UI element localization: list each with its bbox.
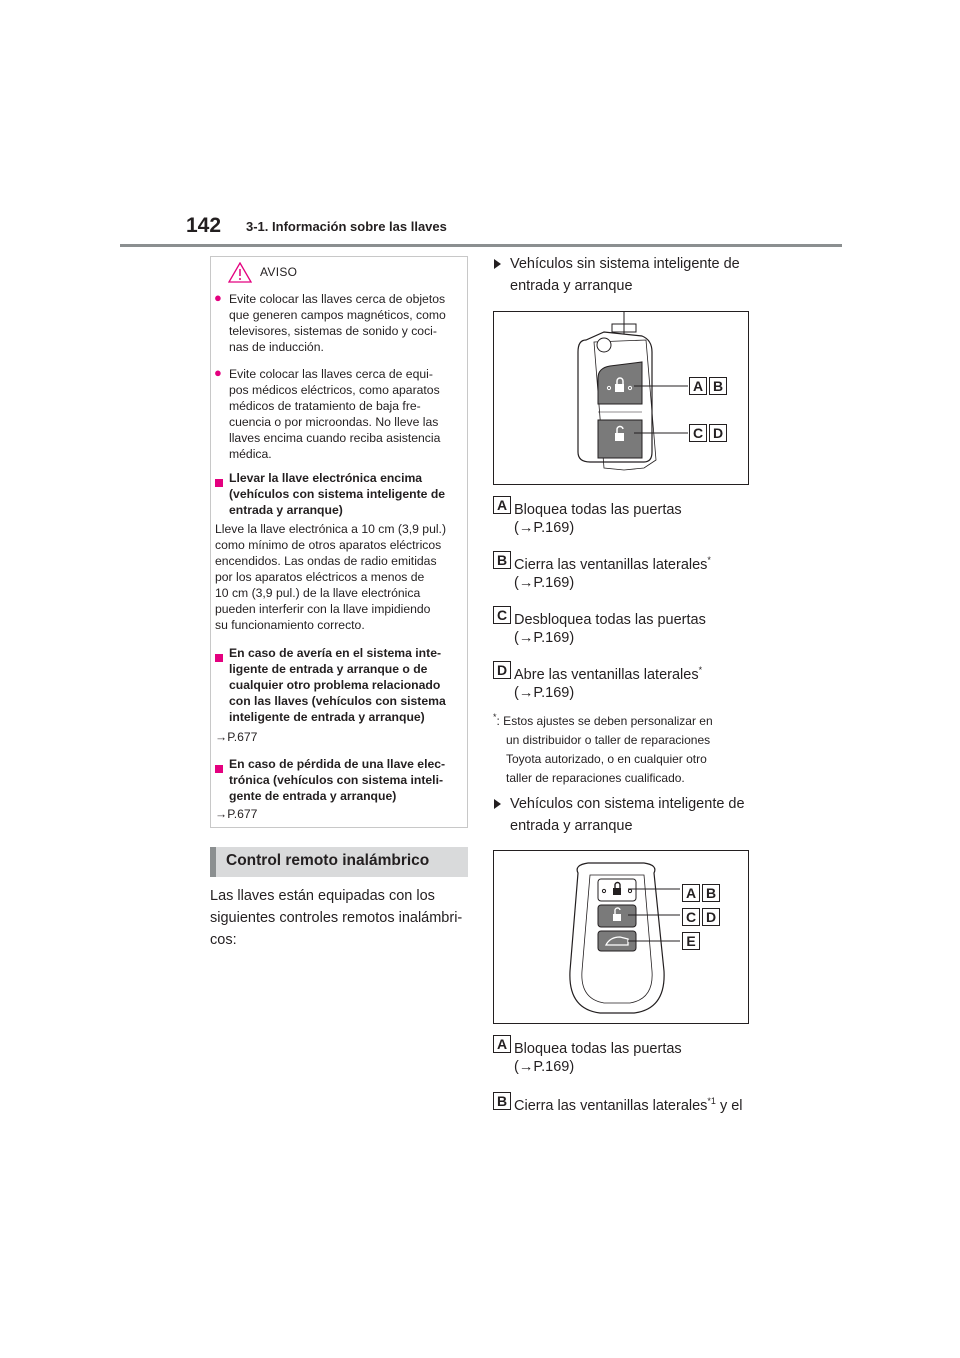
square-bullet-icon [215,760,223,778]
warning-heading: Llevar la llave electrónica encima (vehículos con sistema inteligente de entrada y arranque) [229,471,446,517]
remote-key-illustration [494,312,748,484]
figure-label-b: B [702,884,720,902]
entry-reference: (→P.169) [514,575,575,591]
entry-label-a: A [493,496,511,514]
entry-text: Abre las ventanillas laterales* [514,665,703,683]
warning-heading: En caso de avería en el sistema inte- ligente de entrada y arranque o de cualquier otro problema relacionado con las llaves (vehículos con sistema inteligente de entrada y arranque) [229,646,446,724]
entry-text: Bloquea todas las puertas [514,501,682,518]
warning-heading: En caso de pérdida de una llave elec- trónica (vehículos con sistema inteli- gente de entrada y arranque) [229,757,446,803]
key-figure-2 [493,850,749,1024]
smart-key-illustration [494,851,748,1023]
entry-text: Cierra las ventanillas laterales* [514,555,711,573]
entry-reference: (→P.169) [514,685,575,701]
entry-text: Cierra las ventanillas laterales$^{*1}$ y el [514,1096,743,1114]
figure-label-a: A [689,377,707,395]
warning-icon [228,262,252,283]
bullet-icon: ● [214,365,222,380]
warning-item-text: Evite colocar las llaves cerca de equi- pos médicos eléctricos, como aparatos médicos de tratamiento de baja fre- cuencia o por microondas. No lleve las llaves encima cuando reciba asistencia médica. [229,367,441,461]
section-title: 3-1. Información sobre las llaves [246,219,447,234]
key-figure-1 [493,311,749,485]
warning-item-text: Evite colocar las llaves cerca de objetos que generen campos magnéticos, como televisores, sistemas de sonido y coci- nas de inducción. [229,292,446,354]
entry-label-b: B [493,1092,511,1110]
figure-label-d: D [702,908,720,926]
entry-reference: (→P.169) [514,1059,575,1075]
figure-label-a: A [682,884,700,902]
triangle-marker-icon [494,259,501,269]
page-reference: →P.677 [215,730,258,744]
warning-paragraph: Lleve la llave electrónica a 10 cm (3,9 pul.) como mínimo de otros aparatos eléctricos encendidos. Las ondas de radio emitidas por los aparatos eléctricos a menos de 10 cm (3,9 pul.) de la llave electrónica pueden interferir con la llave impidiendo su funcionamiento correcto. [215,522,447,632]
entry-reference: (→P.169) [514,630,575,646]
entry-label-a: A [493,1035,511,1053]
entry-text: Bloquea todas las puertas [514,1040,682,1057]
figure-label-c: C [682,908,700,926]
entry-label-d: D [493,661,511,679]
square-bullet-icon [215,474,223,492]
subsection-heading: Vehículos con sistema inteligente de entrada y arranque [510,796,745,834]
figure-label-b: B [709,377,727,395]
footnote: *: Estos ajustes se deben personalizar en un distribuidor o taller de reparaciones Toyota autorizado, o en cualquier otro taller de reparaciones cualificado. [493,712,713,785]
bullet-icon: ● [214,290,222,305]
triangle-marker-icon [494,799,501,809]
figure-label-c: C [689,424,707,442]
section-heading: Control remoto inalámbrico [210,847,468,877]
entry-label-b: B [493,551,511,569]
entry-text: Desbloquea todas las puertas [514,611,706,628]
page-number: 142 [186,214,222,237]
header-rule [120,244,842,247]
figure-label-d: D [709,424,727,442]
page-reference: →P.677 [215,807,258,821]
subsection-heading: Vehículos sin sistema inteligente de entrada y arranque [510,256,740,294]
entry-label-c: C [493,606,511,624]
square-bullet-icon [215,649,223,667]
figure-label-e: E [682,932,700,950]
entry-reference: (→P.169) [514,520,575,536]
section-body: Las llaves están equipadas con los siguientes controles remotos inalámbri- cos: [210,888,463,948]
warning-title: AVISO [260,265,298,279]
